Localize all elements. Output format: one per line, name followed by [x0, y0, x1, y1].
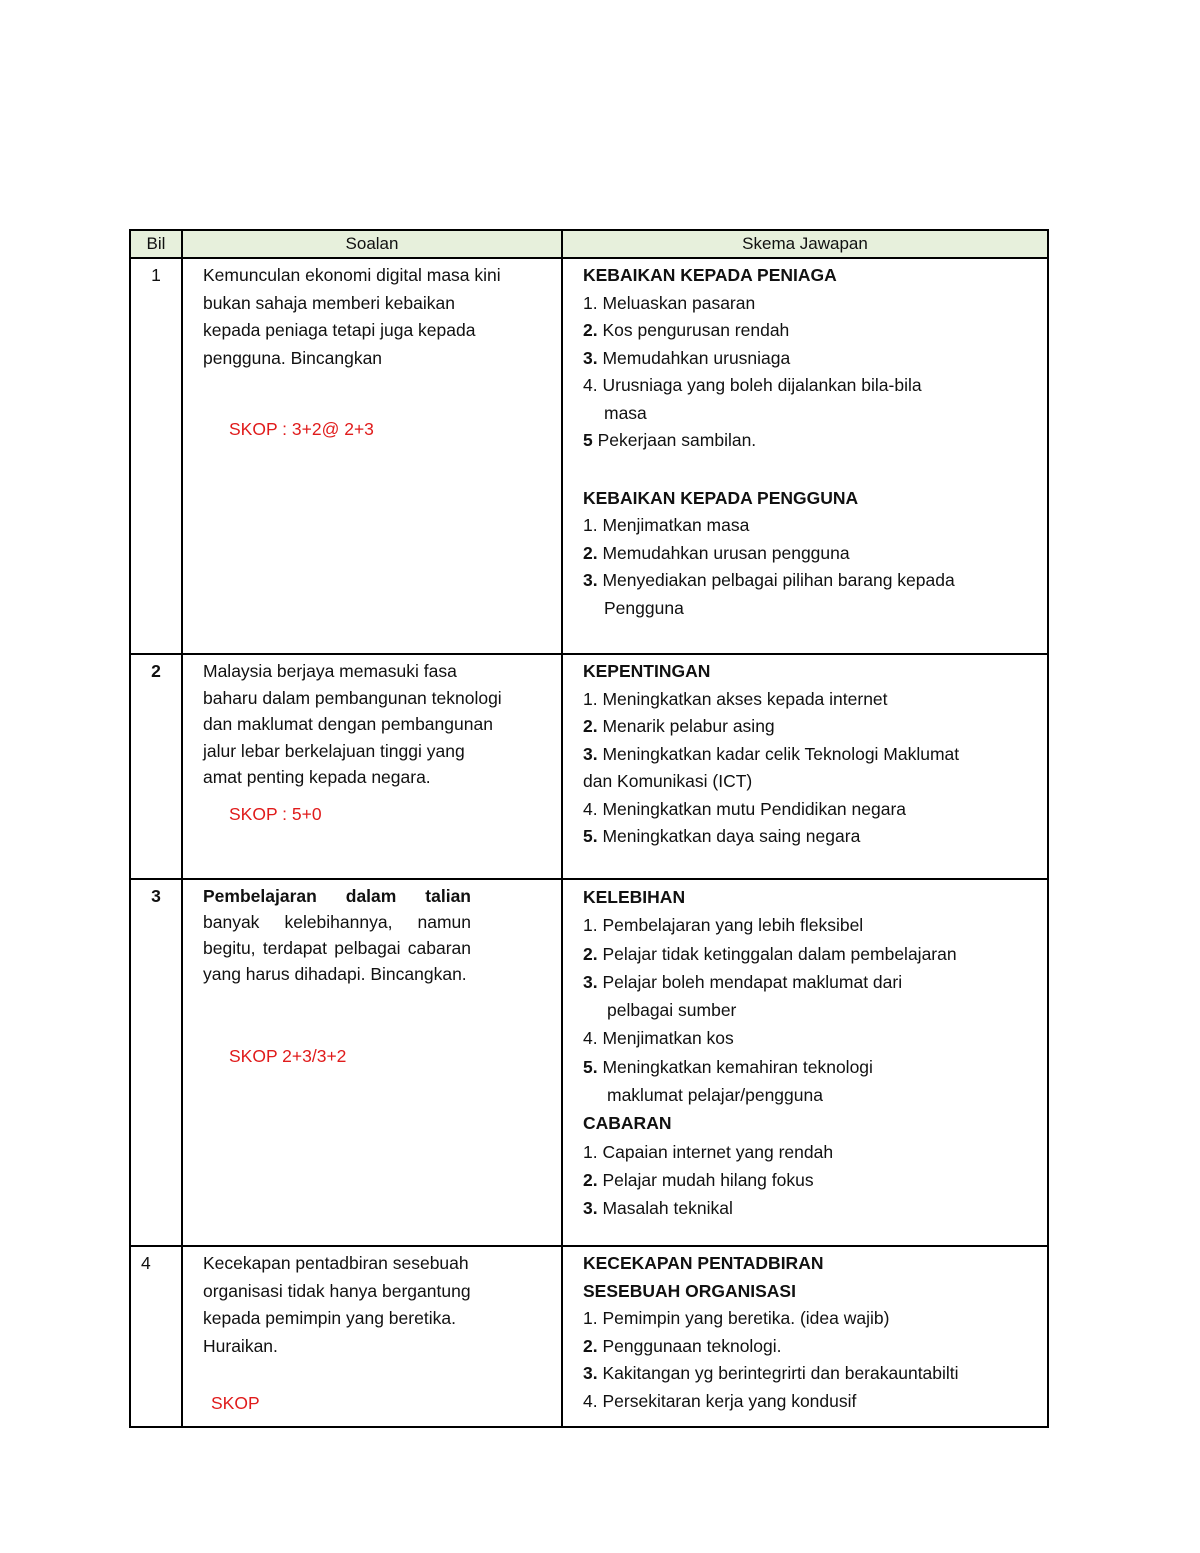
question-line: Kecekapan pentadbiran sesebuah — [203, 1253, 469, 1273]
answer-scheme-table — [129, 229, 1049, 1428]
question-line: Huraikan. — [203, 1335, 278, 1356]
list-item: 5. Meningkatkan daya saing negara — [583, 826, 861, 846]
list-item: 5 Pekerjaan sambilan. — [583, 430, 757, 450]
header-bil: Bil — [130, 230, 182, 258]
header-row — [130, 230, 1048, 258]
answer-cell — [562, 879, 1048, 1246]
list-item: 3. Pelajar boleh mendapat maklumat dari — [583, 971, 903, 992]
list-item: 1. Capaian internet yang rendah — [583, 1141, 834, 1162]
section-heading: KECEKAPAN PENTADBIRAN SESEBUAH ORGANISASI — [583, 1253, 824, 1301]
list-item-continuation: masa — [604, 402, 647, 423]
question-line: Kemunculan ekonomi digital masa kini — [203, 265, 501, 285]
section-heading: KEBAIKAN KEPADA PENGGUNA — [583, 487, 859, 508]
question-line: bukan sahaja memberi kebaikan — [203, 292, 455, 313]
row-number: 3 — [130, 879, 182, 1246]
list-item: 4. Menjimatkan kos — [583, 1028, 734, 1049]
section-heading: KEPENTINGAN — [583, 661, 711, 681]
question-line: baharu dalam pembangunan teknologi — [203, 687, 502, 708]
header-soalan: Soalan — [182, 230, 562, 258]
row-number: 4 — [130, 1246, 182, 1427]
list-item: 3. Meningkatkan kadar celik Teknologi Maklumat — [583, 743, 960, 764]
list-item: 3. Memudahkan urusniaga — [583, 347, 791, 368]
list-item: 4. Meningkatkan mutu Pendidikan negara — [583, 798, 907, 819]
list-item: 1. Pemimpin yang beretika. (idea wajib) — [583, 1308, 890, 1328]
list-item: 1. Pembelajaran yang lebih fleksibel — [583, 915, 864, 936]
header-skema: Skema Jawapan — [562, 230, 1048, 258]
question-line: kepada pemimpin yang beretika. — [203, 1308, 456, 1328]
skop-label: SKOP — [211, 1393, 260, 1413]
table-row — [130, 879, 1048, 1246]
section-heading: KEBAIKAN KEPADA PENIAGA — [583, 265, 837, 285]
skop-label: SKOP : 3+2@ 2+3 — [229, 419, 374, 439]
list-item: 2. Menarik pelabur asing — [583, 716, 775, 736]
question-line: jalur lebar berkelajuan tinggi yang — [203, 740, 465, 761]
list-item: 3. Kakitangan yg berintegrirti dan berakauntabilti — [583, 1363, 959, 1383]
list-item: 4. Persekitaran kerja yang kondusif — [583, 1390, 857, 1411]
list-item-wrap: dan Komunikasi (ICT) — [583, 771, 753, 791]
table-row — [130, 1246, 1048, 1427]
answer-cell — [562, 258, 1048, 654]
list-item-continuation: Pengguna — [604, 597, 684, 618]
row-number: 2 — [130, 654, 182, 879]
question-line: pengguna. Bincangkan — [203, 347, 383, 368]
list-item: 2. Kos pengurusan rendah — [583, 320, 790, 340]
table-row — [130, 654, 1048, 879]
list-item: 2. Penggunaan teknologi. — [583, 1335, 782, 1356]
list-item: 2. Pelajar mudah hilang fokus — [583, 1169, 814, 1190]
question-line: kepada peniaga tetapi juga kepada — [203, 320, 476, 340]
list-item: 1. Meningkatkan akses kepada internet — [583, 688, 888, 709]
row-number: 1 — [130, 258, 182, 654]
section-heading: CABARAN — [583, 1113, 672, 1134]
list-item: 2. Memudahkan urusan pengguna — [583, 542, 850, 563]
question-text: Pembelajaran dalam talian banyak kelebihannya, namun begitu, terdapat pelbagai cabaran yang harus dihadapi. Bincangkan. — [203, 883, 471, 987]
list-item-continuation: pelbagai sumber — [607, 1000, 737, 1021]
skop-label: SKOP : 5+0 — [229, 803, 322, 824]
question-bold: Pembelajaran dalam talian — [203, 886, 471, 906]
list-item: 5. Meningkatkan kemahiran teknologi — [583, 1056, 873, 1077]
question-line: amat penting kepada negara. — [203, 767, 431, 787]
question-line: dan maklumat dengan pembangunan — [203, 714, 493, 734]
question-cell — [182, 879, 562, 1246]
list-item: 1. Menjimatkan masa — [583, 515, 750, 535]
question-line: organisasi tidak hanya bergantung — [203, 1280, 471, 1301]
list-item: 1. Meluaskan pasaran — [583, 292, 756, 313]
list-item-continuation: maklumat pelajar/pengguna — [607, 1085, 823, 1106]
answer-cell — [562, 1246, 1048, 1427]
question-cell — [182, 654, 562, 879]
list-item: 3. Menyediakan pelbagai pilihan barang kepada — [583, 570, 955, 590]
question-cell — [182, 1246, 562, 1427]
list-item: 3. Masalah teknikal — [583, 1198, 733, 1219]
skop-label: SKOP 2+3/3+2 — [229, 1046, 347, 1066]
table-row — [130, 258, 1048, 654]
list-item: 4. Urusniaga yang boleh dijalankan bila-bila — [583, 375, 922, 395]
list-item: 2. Pelajar tidak ketinggalan dalam pembelajaran — [583, 943, 957, 964]
question-line: Malaysia berjaya memasuki fasa — [203, 661, 457, 681]
answer-cell — [562, 654, 1048, 879]
section-heading: KELEBIHAN — [583, 887, 686, 907]
question-cell — [182, 258, 562, 654]
